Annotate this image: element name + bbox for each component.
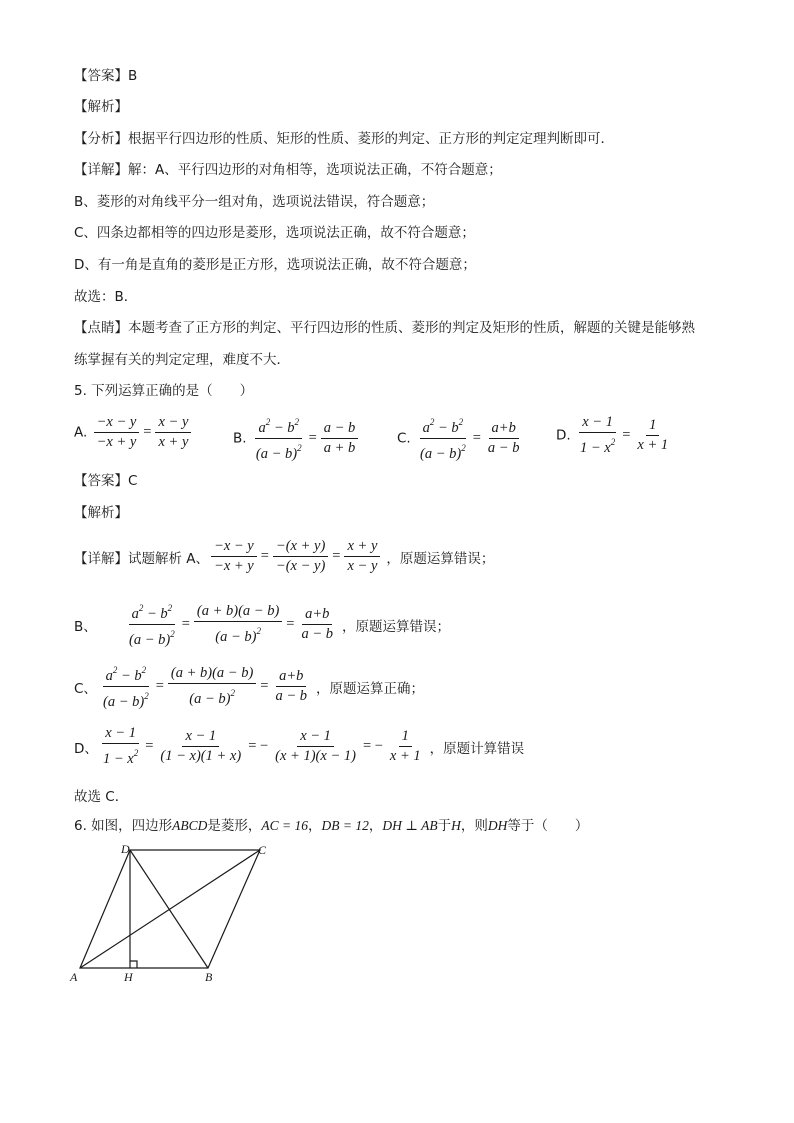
fraction: $\frac{x - 1}{1 - x^2}$: [103, 725, 139, 767]
fraction: $\frac{a^2 - b^2}{(a - b)^2}$: [100, 662, 152, 711]
stem-prefix: 6. 如图，四边形: [74, 818, 173, 834]
option-b: B. $\frac{a^2 - b^2}{(a - b)^2}$ = $\frac{a - b}{a + b}$: [233, 414, 360, 463]
detail-b-label: B、: [74, 618, 97, 635]
fraction: $\frac{a - b}{a + b}$: [321, 420, 359, 457]
fraction: $\frac{x + y}{x - y}$: [344, 538, 380, 575]
fraction: $\frac{x - y}{x + y}$: [155, 414, 191, 451]
point-label-c: C: [258, 843, 267, 857]
detail-c-result: ，原题运算正确；: [316, 680, 425, 697]
detail-row-b: B、 $\frac{a^2 - b^2}{(a - b)^2}$ = $\frac{(a + b)(a - b)}{(a - b)^2}$ = $\frac{a+b}{a - b}$ ，原题运算错误；: [74, 600, 450, 649]
fraction: $\frac{x - 1}{1 - x^2}$: [579, 414, 616, 456]
option-a: A. $\frac{-x - y}{-x + y}$ = $\frac{x - y}{x + y}$: [74, 414, 193, 451]
stem-mid-1: 是菱形，: [207, 818, 262, 834]
fraction: $\frac{x - 1}{(x + 1)(x - 1)}$: [275, 728, 356, 764]
comma: ，: [368, 818, 383, 834]
detail-a-result: ，原题运算错误；: [386, 550, 495, 567]
point-label-b: B: [205, 970, 213, 984]
fraction: $\frac{x - 1}{(1 - x)(1 + x)}$: [160, 728, 242, 764]
stem-mid-3: ，则: [460, 818, 488, 834]
answer-label-5: 【答案】C: [74, 473, 138, 489]
dh-condition: DH ⊥ AB: [382, 818, 438, 833]
point-label-a: A: [70, 970, 78, 984]
analysis-heading-5: 【解析】: [74, 505, 128, 521]
ac-condition: AC = 16: [261, 818, 309, 833]
fraction: $\frac{a^2 - b^2}{(a - b)^2}$: [126, 600, 178, 649]
detail-c-label: C、: [74, 680, 97, 697]
fraction: $\frac{-(x + y)}{-(x - y)}$: [273, 538, 328, 575]
fraction: $\frac{-x - y}{-x + y}$: [94, 414, 140, 451]
choose-line-5: 故选 C．: [74, 789, 129, 805]
comma: ，: [308, 818, 322, 834]
stem-mid-2: 于: [437, 818, 452, 834]
fraction: $\frac{a+b}{a - b}$: [275, 668, 308, 704]
detail-b-result: ，原题运算错误；: [342, 618, 451, 635]
option-d: D. $\frac{x - 1}{1 - x^2}$ = $\frac{1}{x + 1}$: [556, 414, 673, 457]
point-label-h: H: [124, 970, 133, 984]
option-a-label: A.: [74, 424, 88, 441]
detail-line-d: D、有一角是直角的菱形是正方形，选项说法正确，故不符合题意；: [74, 257, 476, 273]
fraction: $\frac{a^2 - b^2}{(a - b)^2}$: [417, 414, 469, 463]
comment-line-2: 练掌握有关的判定定理，难度不大．: [74, 352, 290, 368]
fraction: $\frac{a+b}{a - b}$: [301, 606, 334, 642]
option-c-label: C.: [397, 430, 411, 447]
option-c: C. $\frac{a^2 - b^2}{(a - b)^2}$ = $\frac{a+b}{a - b}$: [397, 414, 524, 463]
detail-line-a: 【详解】解：A、平行四边形的对角相等，选项说法正确，不符合题意；: [74, 162, 502, 178]
point-h: H: [451, 818, 461, 833]
rhombus-figure: [66, 840, 286, 990]
detail-row-a: 【详解】试题解析 A、 $\frac{-x - y}{-x + y}$ = $\frac{-(x + y)}{-(x - y)}$ = $\frac{x + y}{x - y}$ ，原题运算错误；: [74, 538, 495, 574]
detail-d-result: ，原题计算错误: [429, 740, 525, 757]
detail-row-d: D、 $\frac{x - 1}{1 - x^2}$ = $\frac{x - 1}{(1 - x)(1 + x)}$ = − $\frac{x - 1}{(x + 1)(x - 1)}$ = − $\frac{1}{x + 1}$ ，原题计算错误: [74, 725, 525, 767]
analysis-text: 【分析】根据平行四边形的性质、矩形的性质、菱形的判定、正方形的判定定理判断即可．: [74, 131, 614, 147]
fraction: $\frac{1}{x + 1}$: [637, 417, 669, 453]
comment-line-1: 【点睛】本题考查了正方形的判定、平行四边形的性质、菱形的判定及矩形的性质，解题的关键是能够熟: [74, 320, 695, 336]
fraction: $\frac{(a + b)(a - b)}{(a - b)^2}$: [194, 603, 282, 646]
fraction: $\frac{(a + b)(a - b)}{(a - b)^2}$: [168, 665, 256, 708]
question-5-stem: 5. 下列运算正确的是（ ）: [74, 383, 254, 399]
question-6-stem: [74, 816, 588, 836]
dh-segment: DH: [487, 818, 508, 833]
option-d-label: D.: [556, 427, 571, 444]
fraction: $\frac{1}{x + 1}$: [389, 728, 421, 764]
diagonal-db: [130, 850, 208, 968]
fraction: $\frac{a^2 - b^2}{(a - b)^2}$: [253, 414, 305, 463]
answer-label: 【答案】B: [74, 68, 138, 84]
diagonal-ac: [80, 850, 260, 968]
choose-line: 故选：B．: [74, 289, 138, 305]
fraction: $\frac{a+b}{a - b}$: [487, 420, 520, 456]
point-label-d: D: [121, 842, 130, 856]
shape-name: ABCD: [172, 818, 208, 833]
detail-line-c: C、四条边都相等的四边形是菱形，选项说法正确，故不符合题意；: [74, 225, 475, 241]
right-angle-mark: [130, 961, 137, 968]
analysis-heading: 【解析】: [74, 99, 128, 115]
fraction: $\frac{-x - y}{-x + y}$: [211, 538, 257, 575]
db-condition: DB = 12: [321, 818, 369, 833]
detail-row-c: C、 $\frac{a^2 - b^2}{(a - b)^2}$ = $\frac{(a + b)(a - b)}{(a - b)^2}$ = $\frac{a+b}{a - b}$ ，原题运算正确；: [74, 662, 424, 711]
detail-prefix: 【详解】试题解析 A、: [74, 550, 210, 567]
detail-d-label: D、: [74, 740, 98, 757]
detail-line-b: B、菱形的对角线平分一组对角，选项说法错误，符合题意；: [74, 194, 435, 210]
stem-end: 等于（ ）: [507, 818, 589, 834]
option-b-label: B.: [233, 430, 247, 447]
